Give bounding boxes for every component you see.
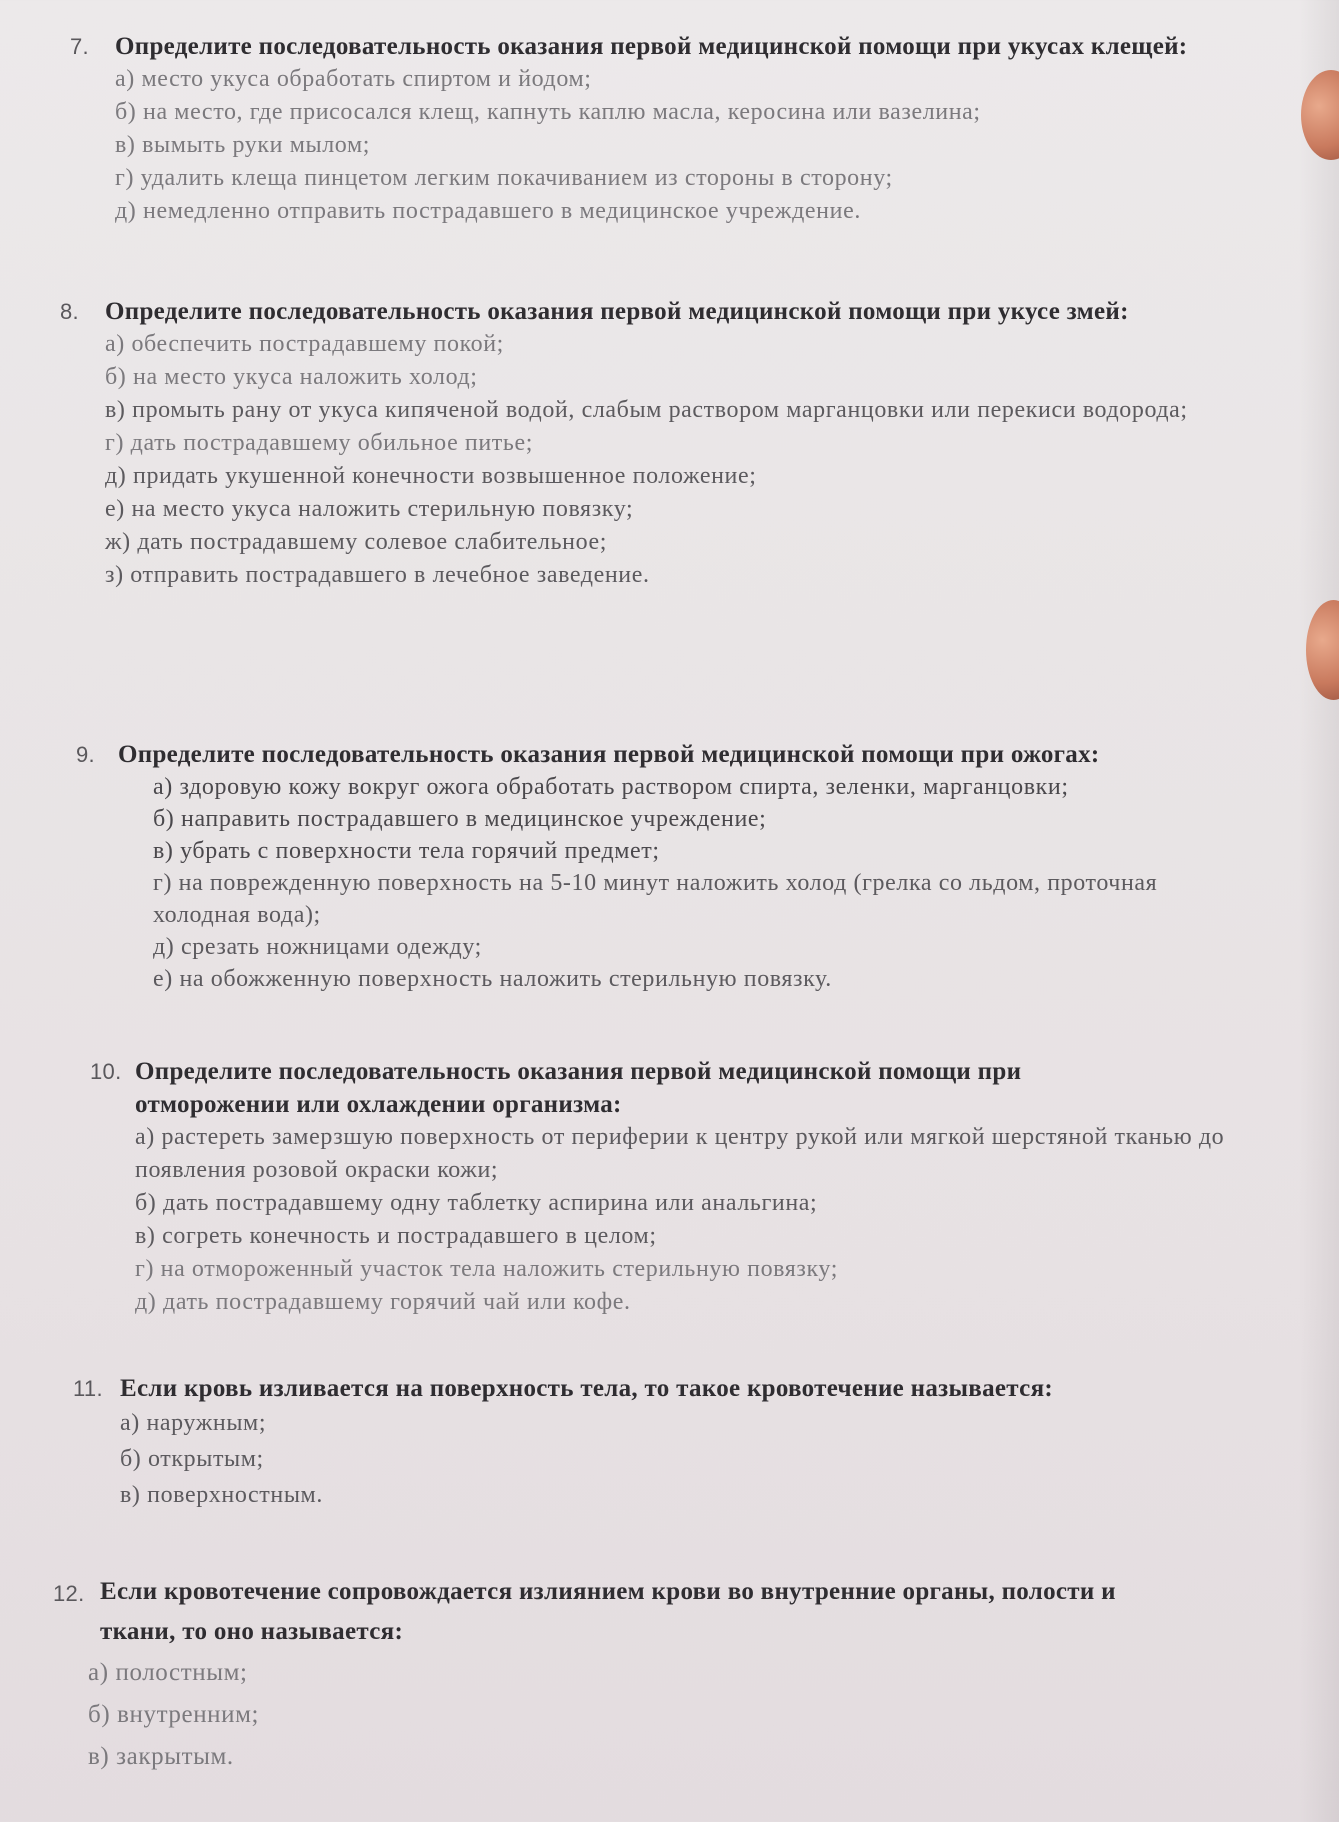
option: а) растереть замерзшую поверхность от периферии к центру рукой или мягкой шерстяной тканью до появления розовой окраски кожи; <box>135 1124 1225 1183</box>
option: б) на место укуса наложить холод; <box>105 364 478 390</box>
question-8 <box>60 295 1339 592</box>
question-10 <box>90 1055 1339 1319</box>
option: д) срезать ножницами одежду; <box>153 934 482 960</box>
option: а) полостным; <box>88 1659 248 1686</box>
options-list <box>120 1405 1339 1513</box>
question-number: 7. <box>70 34 89 59</box>
option: в) вымыть руки мылом; <box>115 132 371 158</box>
option: г) на отмороженный участок тела наложить стерильную повязку; <box>135 1256 838 1282</box>
question-number: 9. <box>76 742 95 767</box>
option: г) на поврежденную поверхность на 5-10 минут наложить холод (грелка со льдом, проточная холодная вода); <box>153 870 1158 928</box>
option: а) наружным; <box>120 1410 267 1436</box>
question-heading <box>76 738 1339 771</box>
question-heading <box>90 1055 1339 1121</box>
options-list <box>118 771 1339 995</box>
question-heading <box>73 1372 1339 1405</box>
question-title: Определите последовательность оказания первой медицинской помощи при укусах клещей: <box>115 33 1188 60</box>
option: е) на место укуса наложить стерильную повязку; <box>105 496 634 522</box>
option: в) согреть конечность и пострадавшего в целом; <box>135 1223 657 1249</box>
option: е) на обожженную поверхность наложить стерильную повязку. <box>153 966 832 992</box>
option: в) поверхностным. <box>120 1482 323 1508</box>
question-title: Если кровотечение сопровождается излиянием крови во внутренние органы, полости и ткани, то оно называется: <box>100 1578 1116 1645</box>
option: в) убрать с поверхности тела горячий предмет; <box>153 838 660 864</box>
question-title: Определите последовательность оказания первой медицинской помощи при отморожении или охлаждении организма: <box>135 1058 1022 1118</box>
option: б) внутренним; <box>88 1701 260 1728</box>
option: з) отправить пострадавшего в лечебное заведение. <box>105 562 650 588</box>
question-number: 12. <box>53 1581 85 1606</box>
option: г) удалить клеща пинцетом легким покачиванием из стороны в сторону; <box>115 165 893 191</box>
option: в) промыть рану от укуса кипяченой водой, слабым раствором марганцовки или перекиси водорода; <box>105 397 1188 423</box>
option: г) дать пострадавшему обильное питье; <box>105 430 533 456</box>
option: б) открытым; <box>120 1446 264 1472</box>
question-title: Определите последовательность оказания первой медицинской помощи при укусе змей: <box>105 298 1129 325</box>
option: б) на место, где присосался клещ, капнуть каплю масла, керосина или вазелина; <box>115 99 981 125</box>
option: ж) дать пострадавшему солевое слабительное; <box>105 529 608 555</box>
option: д) немедленно отправить пострадавшего в медицинское учреждение. <box>115 198 861 224</box>
question-heading <box>70 30 1339 63</box>
option: а) обеспечить пострадавшему покой; <box>105 331 504 357</box>
question-11 <box>73 1372 1339 1513</box>
options-list <box>88 1652 1339 1778</box>
option: а) здоровую кожу вокруг ожога обработать раствором спирта, зеленки, марганцовки; <box>153 774 1069 800</box>
question-title: Если кровь изливается на поверхность тела, то такое кровотечение называется: <box>120 1375 1054 1402</box>
question-9 <box>76 738 1339 995</box>
option: д) придать укушенной конечности возвышенное положение; <box>105 463 757 489</box>
option: б) дать пострадавшему одну таблетку аспирина или анальгина; <box>135 1190 818 1216</box>
option: б) направить пострадавшего в медицинское учреждение; <box>153 806 767 832</box>
question-heading <box>60 295 1339 328</box>
question-7 <box>70 30 1339 228</box>
question-title: Определите последовательность оказания первой медицинской помощи при ожогах: <box>118 741 1100 768</box>
question-heading <box>53 1572 1339 1652</box>
option: в) закрытым. <box>88 1743 234 1770</box>
question-number: 8. <box>60 299 79 324</box>
question-number: 10. <box>90 1059 122 1084</box>
option: д) дать пострадавшему горячий чай или кофе. <box>135 1289 631 1315</box>
question-number: 11. <box>73 1376 103 1401</box>
question-12 <box>53 1572 1339 1778</box>
option: а) место укуса обработать спиртом и йодом; <box>115 66 592 92</box>
